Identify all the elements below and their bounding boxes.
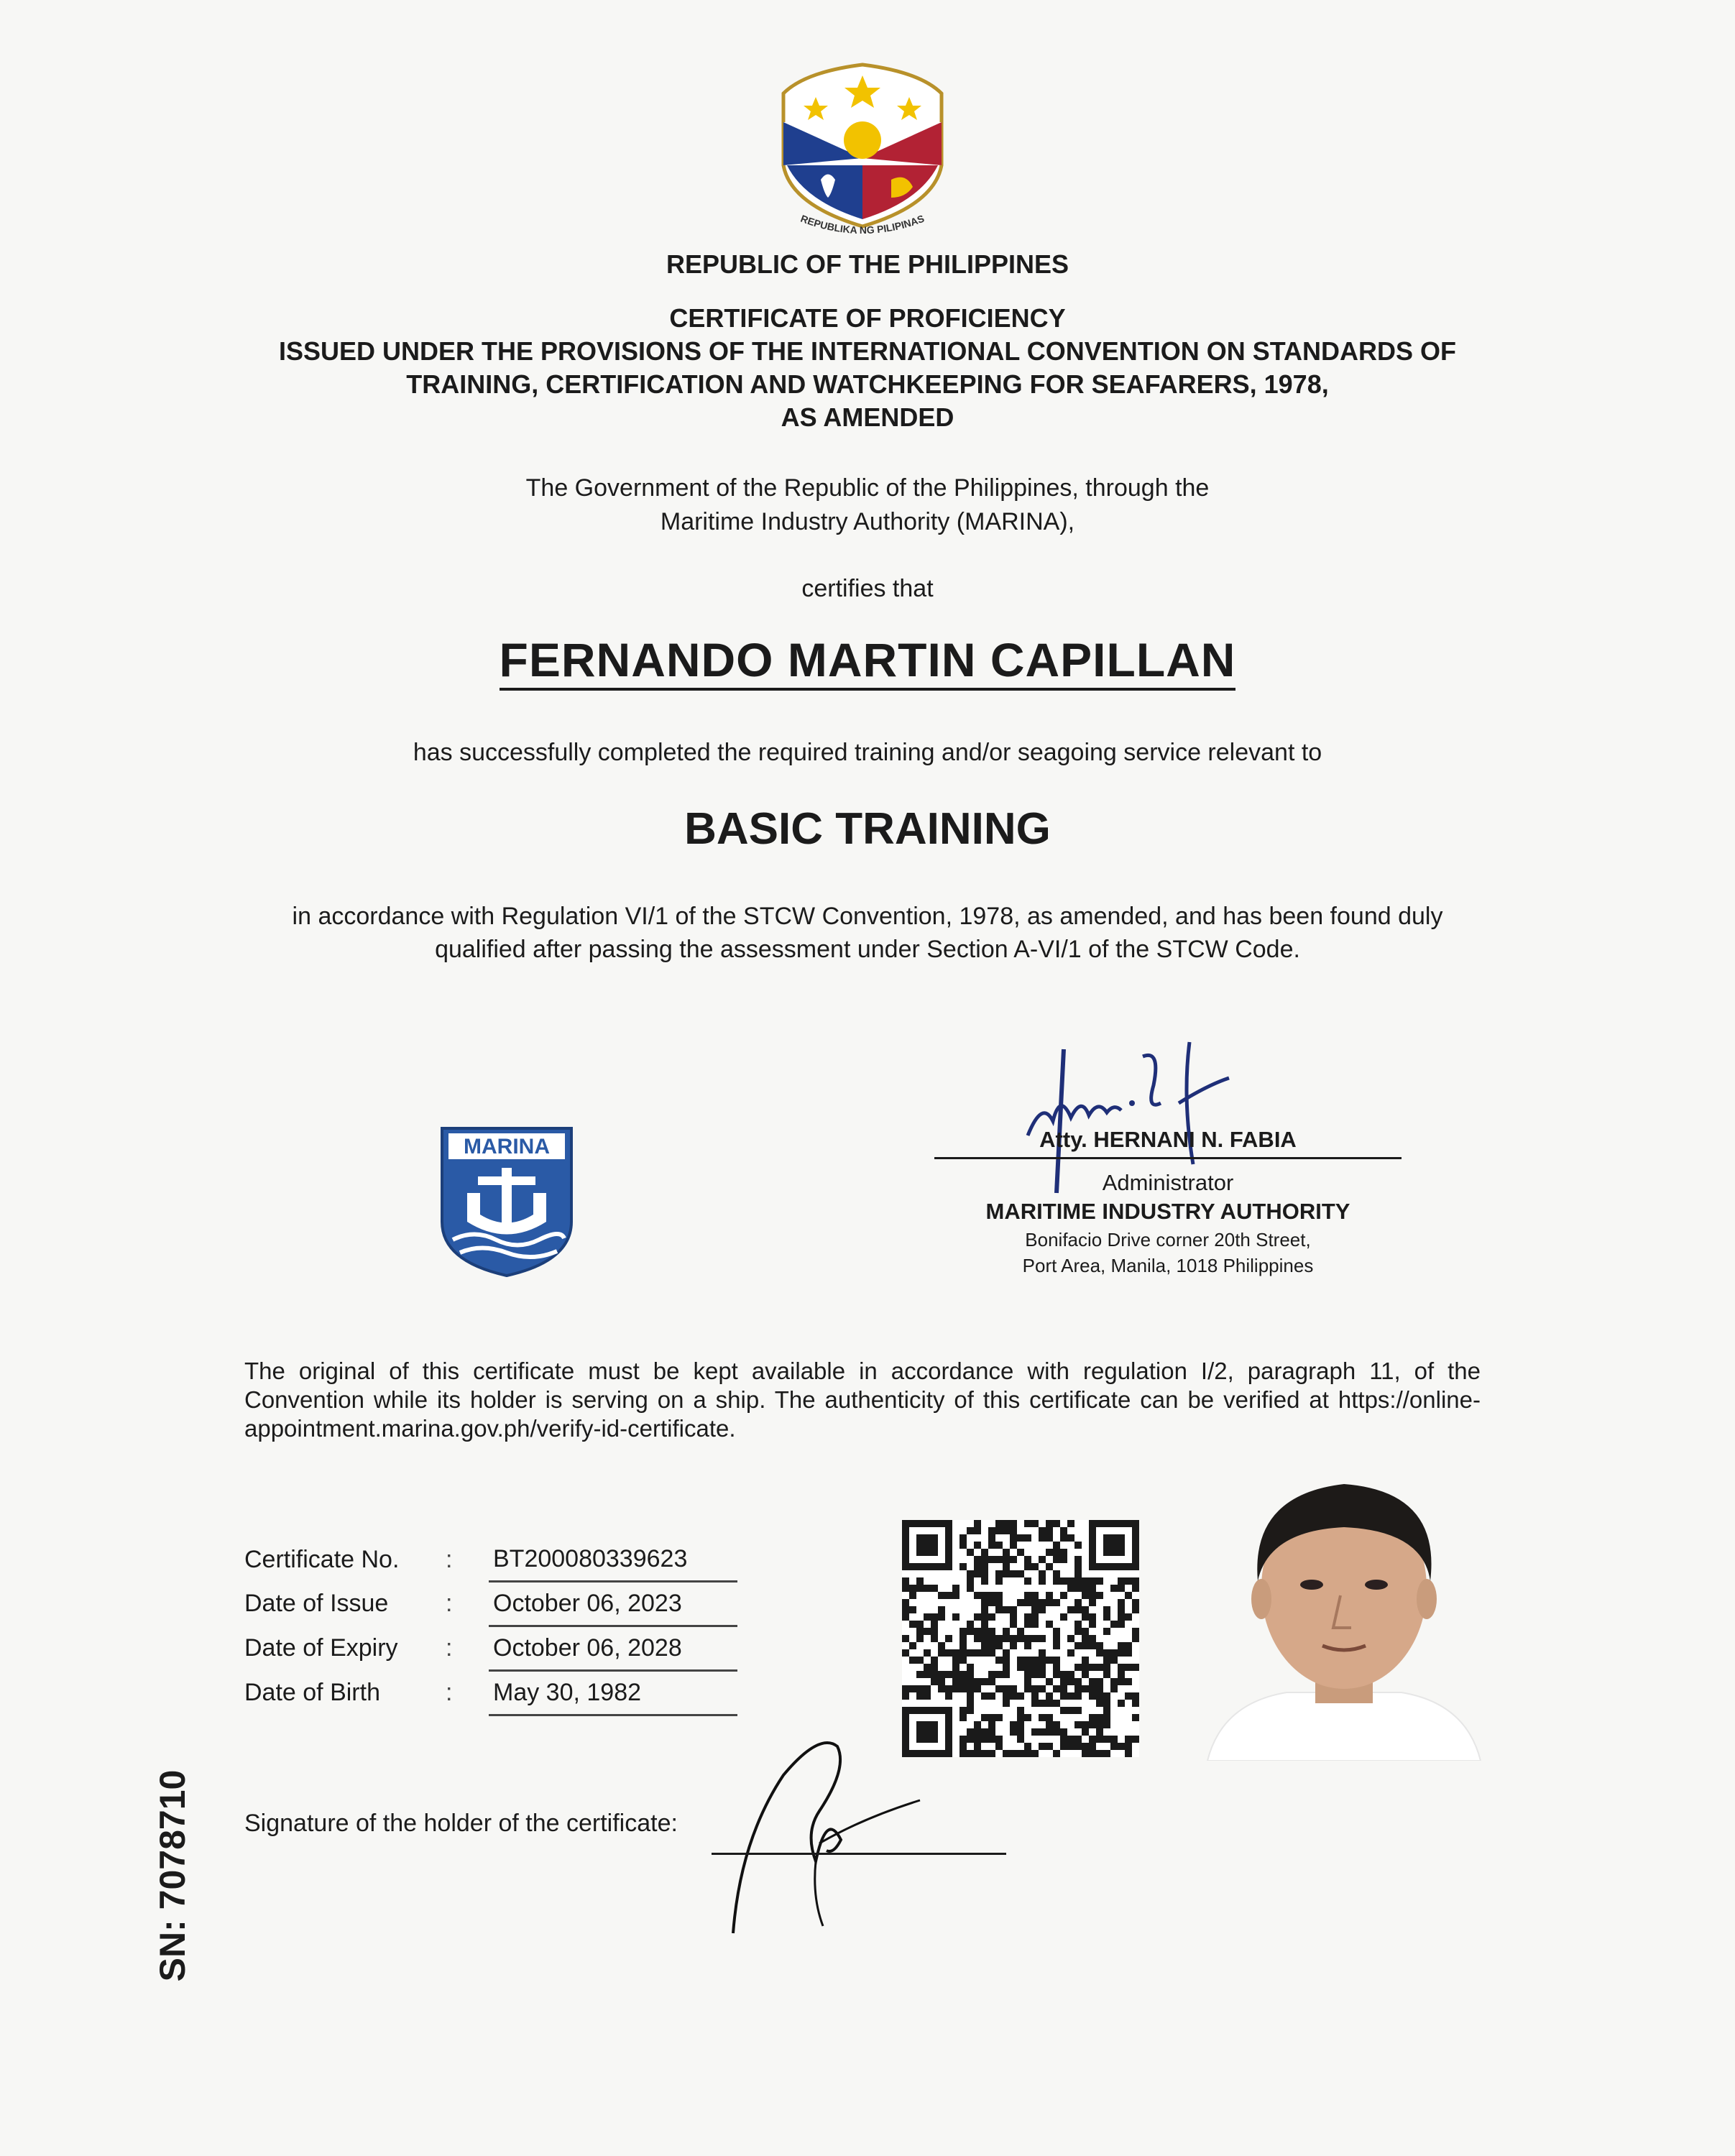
holder-signature-label: Signature of the holder of the certificate: — [244, 1810, 678, 1837]
holder-name — [0, 632, 1735, 687]
detail-colon: : — [446, 1545, 453, 1573]
holder-signature — [712, 1732, 927, 1940]
holder-name-text: FERNANDO MARTIN CAPILLAN — [500, 633, 1236, 691]
certificate-title: CERTIFICATE OF PROFICIENCY — [669, 303, 1066, 333]
serial-number: SN: 7078710 — [152, 1769, 193, 1982]
detail-label: Date of Expiry — [244, 1634, 398, 1662]
completed-text: has successfully completed the required training and/or seagoing service relevant to — [413, 739, 1322, 766]
detail-colon: : — [446, 1590, 453, 1617]
agency-address-1: Bonifacio Drive corner 20th Street, — [1025, 1229, 1311, 1250]
birth-date: May 30, 1982 — [489, 1671, 737, 1715]
certificate-details — [244, 1538, 737, 1716]
country-heading: REPUBLIC OF THE PHILIPPINES — [666, 249, 1069, 279]
convention-line-3: AS AMENDED — [781, 402, 954, 432]
issue-date: October 06, 2023 — [489, 1582, 737, 1626]
detail-label: Date of Issue — [244, 1590, 389, 1617]
qr-finder-pattern — [1103, 1534, 1125, 1556]
detail-row-expiry-date — [244, 1626, 737, 1671]
detail-row-certificate-no — [244, 1538, 737, 1582]
signatory-agency: MARITIME INDUSTRY AUTHORITY — [985, 1199, 1350, 1224]
signature-line — [934, 1157, 1402, 1159]
convention-line-2: TRAINING, CERTIFICATION AND WATCHKEEPING FOR SEAFARERS, 1978, — [406, 369, 1329, 399]
intro-line-2: Maritime Industry Authority (MARINA), — [660, 508, 1075, 535]
seal-ribbon-text: REPUBLIKA NG PILIPINAS — [799, 212, 926, 236]
intro-line-1: The Government of the Republic of the Philippines, through the — [525, 474, 1210, 502]
detail-colon: : — [446, 1679, 453, 1706]
regulation-line-2: qualified after passing the assessment under Section A-VI/1 of the STCW Code. — [435, 936, 1300, 963]
qr-code — [902, 1520, 1139, 1757]
qr-finder-pattern — [916, 1534, 938, 1556]
signatory-name: Atty. HERNANI N. FABIA — [1039, 1127, 1297, 1152]
detail-label: Date of Birth — [244, 1679, 380, 1706]
marina-logo-text: MARINA — [464, 1135, 550, 1158]
regulation-line-1: in accordance with Regulation VI/1 of the STCW Convention, 1978, as amended, and has been found duly — [292, 903, 1443, 930]
coat-of-arms-seal — [762, 57, 963, 244]
detail-label: Certificate No. — [244, 1545, 400, 1573]
detail-row-issue-date — [244, 1582, 737, 1626]
detail-row-birth-date — [244, 1671, 737, 1715]
marina-logo — [438, 1125, 575, 1279]
certificate-note: The original of this certificate must be kept available in accordance with regulation I/2, paragraph 11, of the Convention while its holder is serving on a ship. The authenticity of this certificate can be verified at https://online-appointment.marina.gov.ph/verify-id-certificate. — [244, 1358, 1481, 1442]
certifies-text: certifies that — [801, 575, 934, 602]
convention-line-1: ISSUED UNDER THE PROVISIONS OF THE INTERNATIONAL CONVENTION ON STANDARDS OF — [278, 336, 1457, 366]
holder-photo — [1193, 1466, 1495, 1761]
detail-colon: : — [446, 1634, 453, 1662]
agency-address-2: Port Area, Manila, 1018 Philippines — [1022, 1255, 1314, 1276]
certificate-number: BT200080339623 — [489, 1538, 737, 1582]
course-title: BASIC TRAINING — [684, 804, 1051, 854]
holder-signature-line — [712, 1853, 1006, 1855]
expiry-date: October 06, 2028 — [489, 1626, 737, 1671]
signatory-position: Administrator — [1102, 1170, 1234, 1195]
